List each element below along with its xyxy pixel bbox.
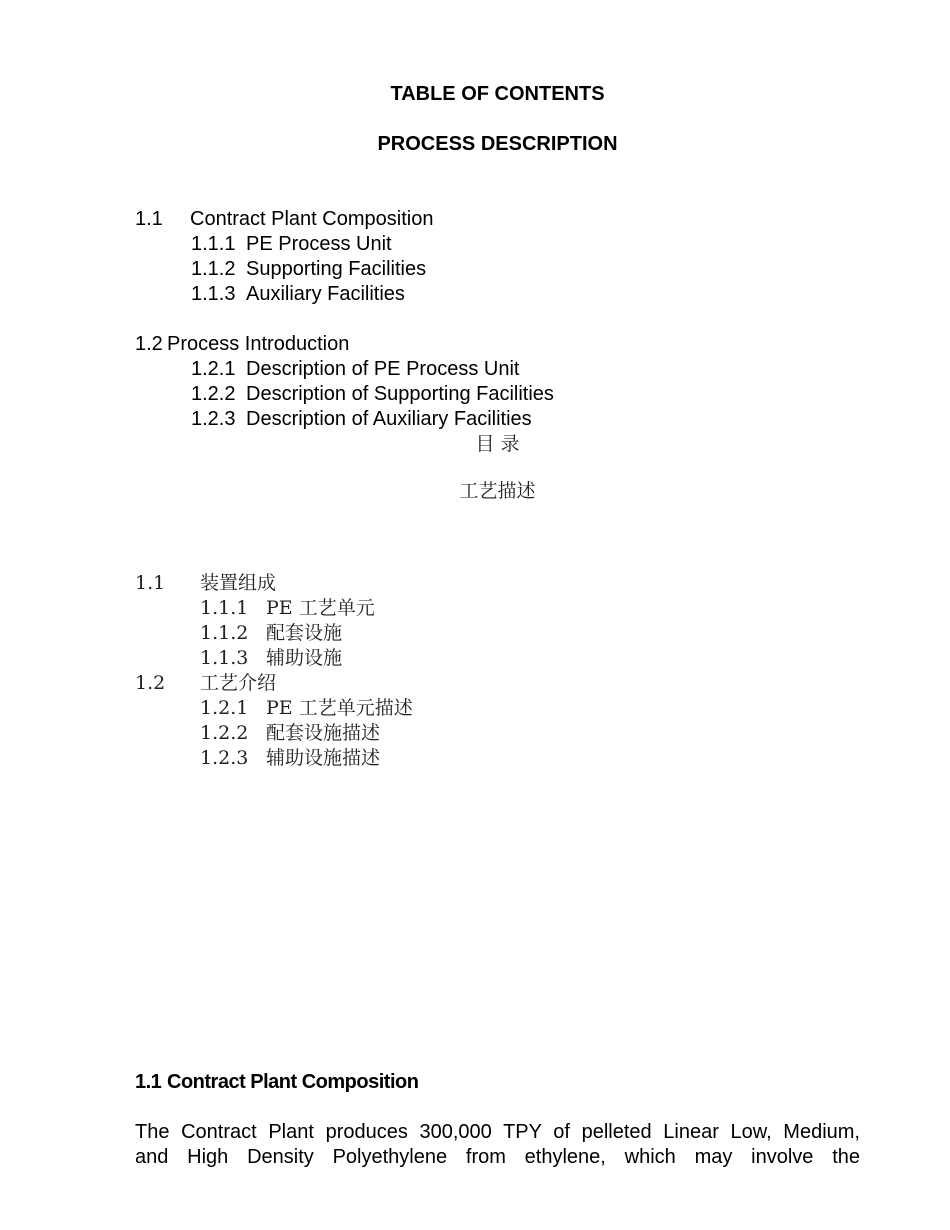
toc-title: TABLE OF CONTENTS: [390, 83, 605, 105]
toc-item-number: 1.1.2: [191, 258, 236, 280]
section-heading: [135, 1070, 418, 1095]
toc-title-zh: 目 录: [475, 433, 520, 455]
section-heading-label: Contract Plant Composition: [167, 1071, 419, 1093]
section-paragraph-line-2: and High Density Polyethylene from ethylene, which may involve the: [135, 1146, 860, 1168]
toc-item-label: 辅助设施描述: [266, 747, 381, 769]
section-paragraph-line-1: The Contract Plant produces 300,000 TPY of pelleted Linear Low, Medium,: [135, 1121, 860, 1143]
toc-item-label: Contract Plant Composition: [190, 208, 434, 230]
toc-item-number: 1.2.2: [191, 383, 236, 405]
toc-item-number: 1.1.2: [200, 622, 249, 644]
toc-zh-item-1-1-3: [200, 646, 342, 671]
toc-item-number: 1.1.1: [200, 597, 249, 619]
toc-zh-item-1-2: [135, 671, 276, 696]
toc-item-label: 装置组成: [200, 572, 277, 594]
toc-item-label: PE 工艺单元: [266, 597, 375, 619]
toc-item-number: 1.1: [135, 572, 166, 594]
toc-zh-item-1-2-3: [200, 746, 380, 771]
toc-item-number: 1.1.3: [191, 283, 236, 305]
toc-subtitle-zh: 工艺描述: [459, 480, 536, 502]
toc-item-label: Process Introduction: [167, 333, 350, 355]
toc-subtitle: PROCESS DESCRIPTION: [377, 133, 618, 155]
toc-item-1-1: [135, 207, 433, 232]
toc-zh-item-1-1: [135, 571, 276, 596]
toc-item-label: Description of PE Process Unit: [246, 358, 520, 380]
toc-zh-item-1-2-2: [200, 721, 380, 746]
toc-item-label: 配套设施描述: [266, 722, 381, 744]
toc-item-label: Description of Supporting Facilities: [246, 383, 554, 405]
section-heading-number: 1.1: [135, 1071, 162, 1093]
toc-item-1-2-2: [191, 382, 554, 407]
toc-item-label: PE 工艺单元描述: [266, 697, 413, 719]
toc-item-1-1-1: [191, 232, 392, 257]
toc-item-number: 1.1.1: [191, 233, 236, 255]
toc-item-label: Auxiliary Facilities: [246, 283, 405, 305]
toc-item-label: 配套设施: [266, 622, 343, 644]
toc-item-1-1-3: [191, 282, 405, 307]
toc-item-1-2-3: [191, 407, 532, 432]
toc-item-label: Supporting Facilities: [246, 258, 427, 280]
toc-item-1-1-2: [191, 257, 426, 282]
toc-zh-item-1-1-1: [200, 596, 375, 621]
toc-item-label: 工艺介绍: [200, 672, 277, 694]
toc-item-number: 1.2.3: [200, 747, 249, 769]
toc-item-number: 1.2.1: [191, 358, 236, 380]
toc-item-number: 1.2: [135, 333, 163, 355]
toc-item-label: 辅助设施: [266, 647, 343, 669]
toc-item-label: PE Process Unit: [246, 233, 392, 255]
toc-item-number: 1.2: [135, 672, 166, 694]
toc-zh-item-1-1-2: [200, 621, 342, 646]
toc-item-number: 1.1.3: [200, 647, 249, 669]
toc-item-1-2: [135, 332, 349, 357]
toc-item-number: 1.2.3: [191, 408, 236, 430]
toc-item-number: 1.1: [135, 208, 163, 230]
toc-zh-item-1-2-1: [200, 696, 413, 721]
toc-item-number: 1.2.2: [200, 722, 249, 744]
toc-item-number: 1.2.1: [200, 697, 249, 719]
toc-item-label: Description of Auxiliary Facilities: [246, 408, 532, 430]
toc-item-1-2-1: [191, 357, 519, 382]
